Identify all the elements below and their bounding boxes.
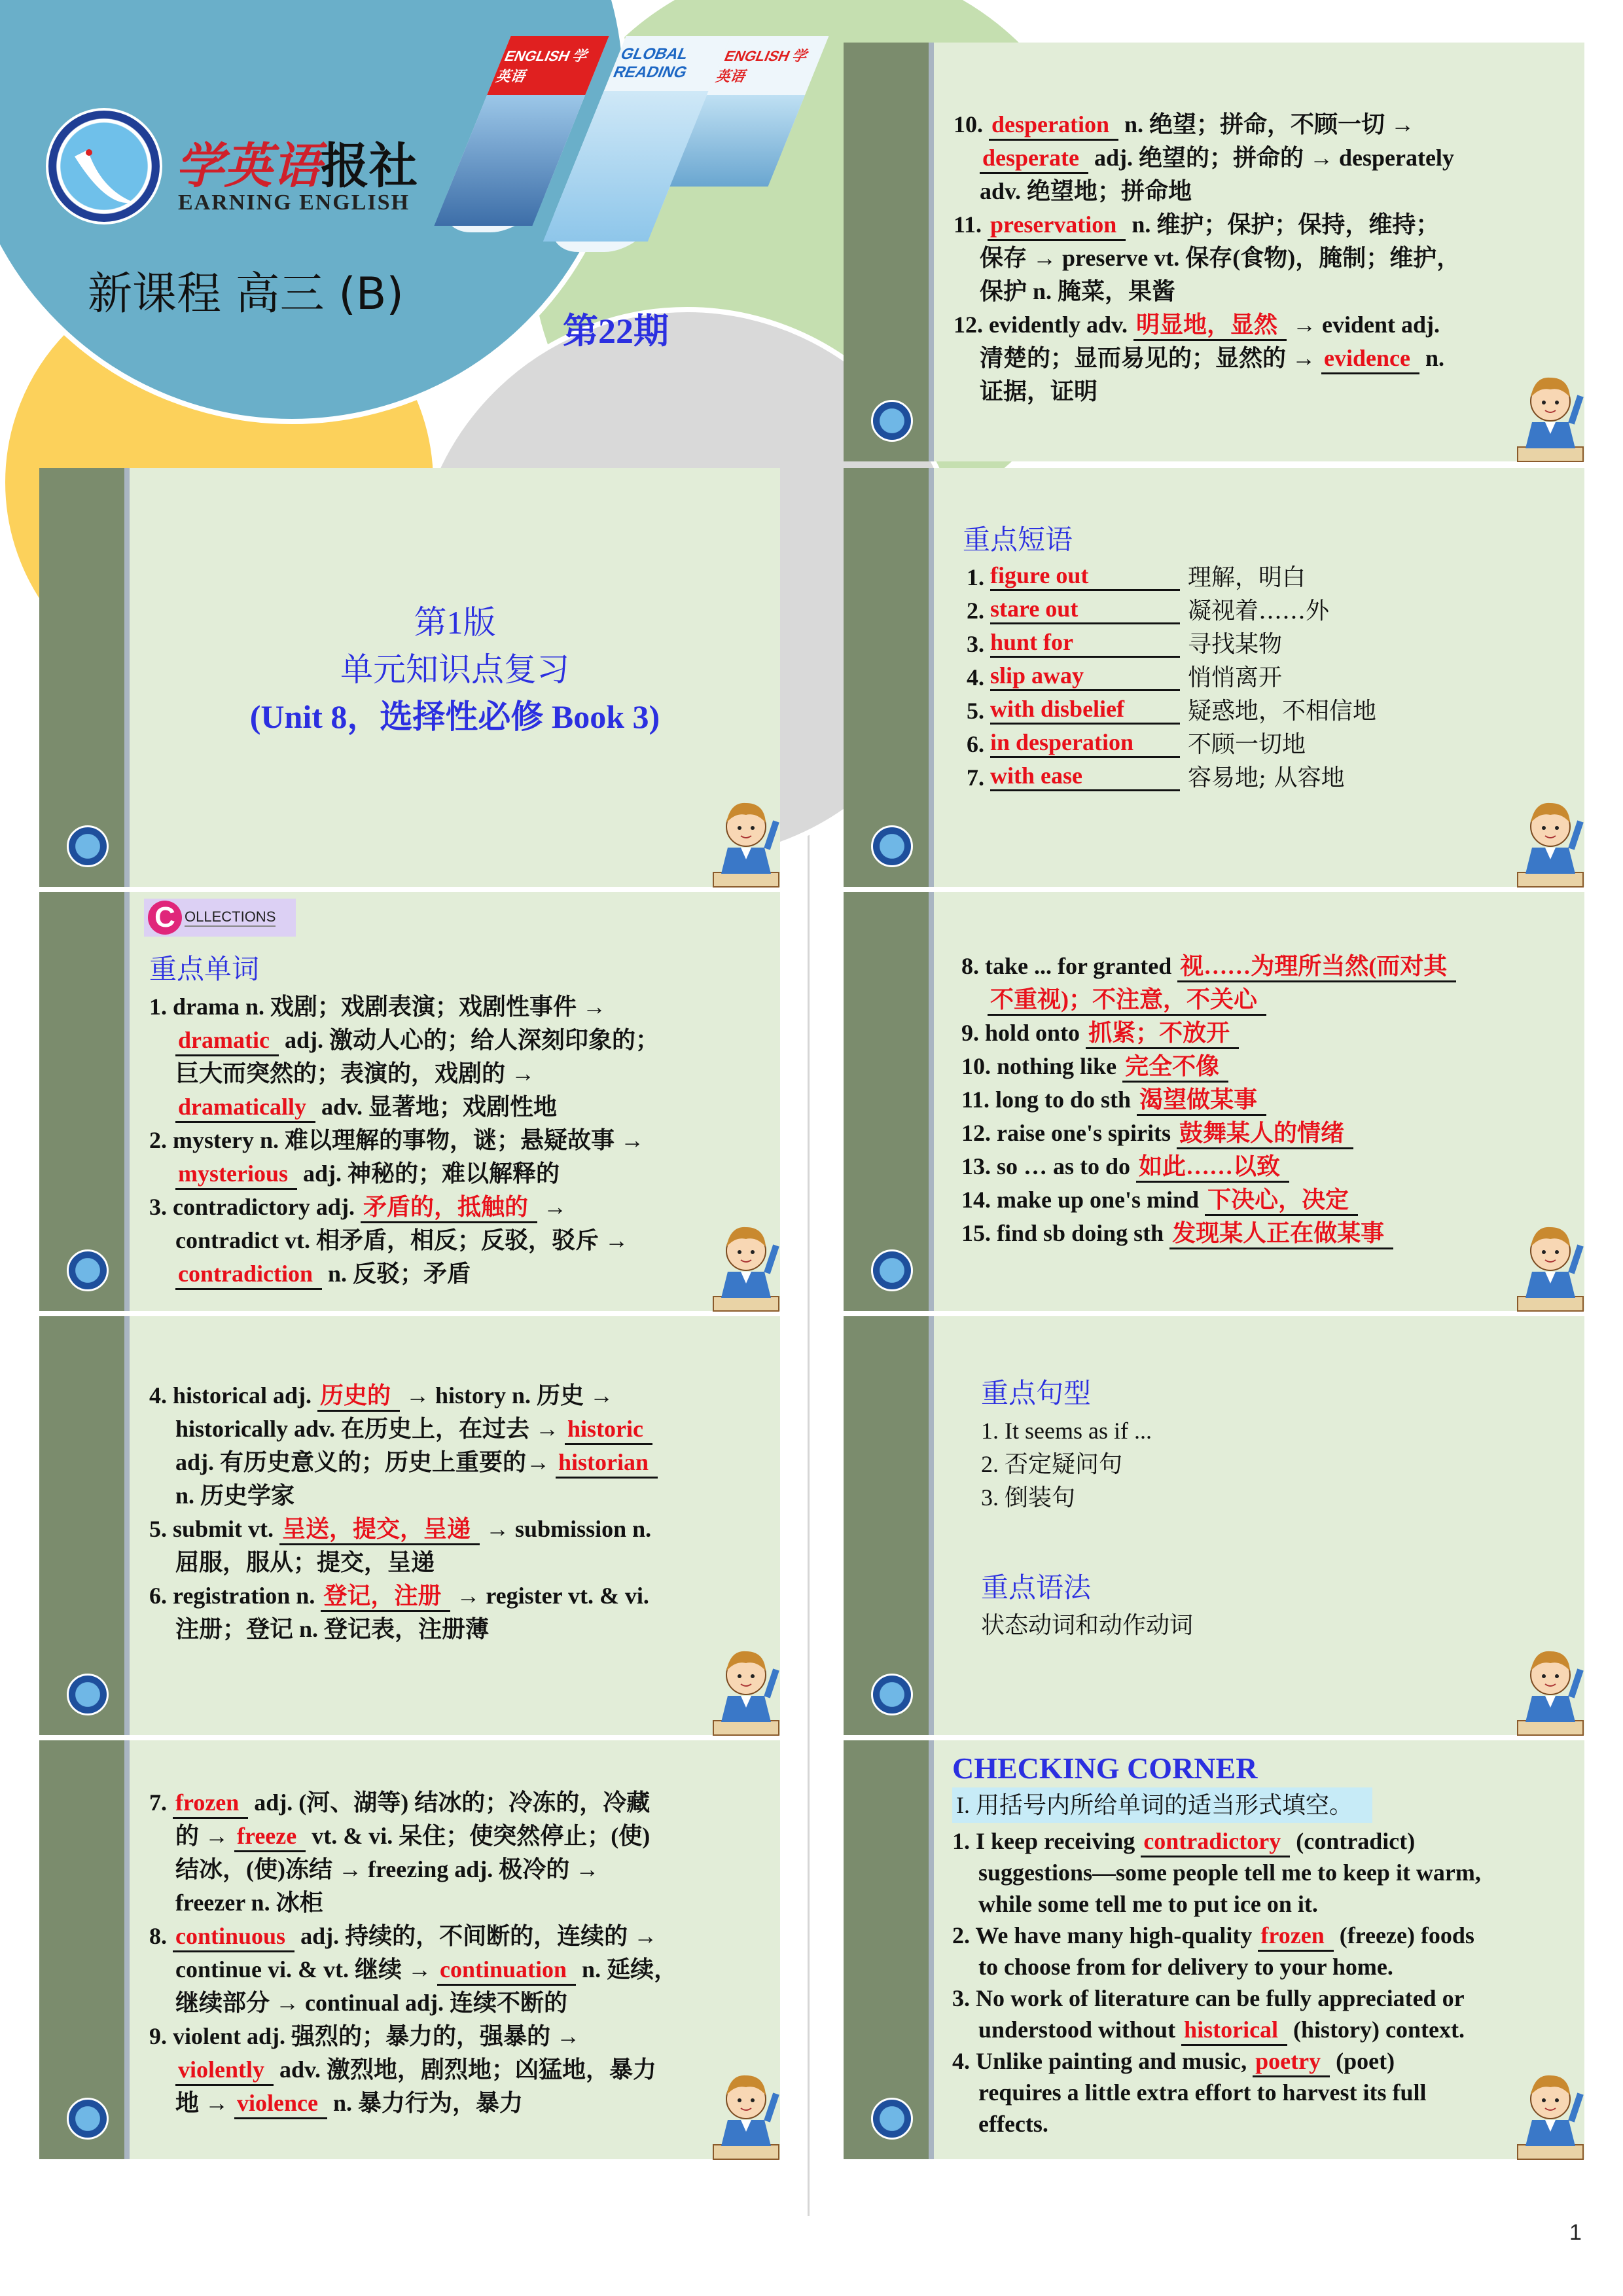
cartoon-boy-icon (1516, 1637, 1584, 1735)
line-text: requires a little extra effort to harvest its full (978, 2079, 1427, 2106)
phrase-answer: figure out (990, 561, 1180, 591)
line-text: 8. (149, 1923, 173, 1949)
line-text: 清楚的；显而易见的；显然的 → (980, 345, 1322, 371)
learning-english-logo-icon (67, 2098, 109, 2140)
line-text: 4. Unlike painting and music, (952, 2048, 1253, 2074)
learning-english-logo-icon (67, 825, 109, 867)
text-line (149, 1513, 767, 1546)
newspaper-masthead: ENGLISH 学英语 (713, 48, 812, 84)
phrase-meaning: 悄悄离开 (1188, 664, 1283, 691)
slide-side-stripe (39, 892, 124, 1311)
answer-blank: freeze (234, 1821, 306, 1852)
text-line (149, 1953, 767, 1986)
text-line (961, 983, 1571, 1016)
line-text: n. 维护；保护；保持，维持； (1126, 211, 1440, 238)
answer-blank: 发现某人正在做某事 (1169, 1219, 1393, 1249)
line-text: 11. long to do sth (961, 1086, 1137, 1113)
text-line (149, 1257, 767, 1291)
text-line (149, 1191, 767, 1224)
text-line (954, 108, 1571, 141)
answer-blank: 呈送，提交，呈递 (279, 1515, 480, 1545)
line-text: 15. find sb doing sth (961, 1220, 1170, 1246)
text-line (952, 2014, 1571, 2045)
phrase-answer: slip away (990, 661, 1180, 691)
sentence-item: 1. It seems as if ... (981, 1418, 1152, 1444)
phrase-meaning: 不顾一切地 (1188, 731, 1306, 758)
section-heading: 单元知识点复习 (340, 651, 569, 688)
slide-side-stripe (929, 43, 934, 461)
line-text: while some tell me to put ice on it. (978, 1891, 1318, 1917)
key-words-slide-2 (39, 1316, 780, 1735)
text-line (961, 1016, 1571, 1050)
cartoon-boy-icon (1516, 1213, 1584, 1311)
text-line (961, 1183, 1571, 1217)
slide-side-stripe (844, 468, 929, 887)
key-words-slide-1 (39, 892, 780, 1311)
line-text: understood without (978, 2017, 1182, 2043)
cartoon-boy-icon (712, 2061, 780, 2159)
answer-blank: 下决心，决定 (1205, 1185, 1358, 1216)
phrase-row (967, 728, 1571, 761)
line-text: 10. (954, 111, 989, 137)
line-text: → history n. 历史 → (400, 1382, 614, 1408)
line-text: 3. contradictory adj. (149, 1194, 361, 1220)
cover-slide (39, 43, 812, 461)
answer-blank: 登记，注册 (321, 1581, 450, 1612)
answer-blank: desperate (980, 143, 1088, 174)
checking-corner-title: CHECKING CORNER (952, 1751, 1258, 1785)
line-text: 10. nothing like (961, 1053, 1123, 1079)
vocab-list (149, 990, 767, 1291)
line-text: adj. 绝望的；拼命的 → desperately (1088, 145, 1454, 171)
line-text: 8. take ... for granted (961, 953, 1178, 979)
line-text: → register vt. & vi. (450, 1583, 649, 1609)
text-line (952, 1825, 1571, 1857)
line-text: freezer n. 冰柜 (175, 1890, 323, 1916)
cartoon-boy-icon (712, 1213, 780, 1311)
line-text: 2. We have many high-quality (952, 1922, 1258, 1948)
answer-blank: historic (565, 1414, 652, 1445)
text-line (149, 990, 767, 1024)
text-line (952, 1982, 1571, 2014)
line-text: 4. historical adj. (149, 1382, 317, 1408)
line-text: → submission n. (480, 1516, 652, 1542)
answer-blank: poetry (1253, 2047, 1330, 2077)
text-line (954, 175, 1571, 208)
text-line (149, 1412, 767, 1446)
phrase-list (961, 950, 1571, 1250)
phrase-number: 2. (967, 598, 984, 624)
text-line (954, 342, 1571, 375)
line-text: continue vi. & vt. 继续 → (175, 1956, 437, 1982)
line-text: 继续部分 → continual adj. 连续不断的 (175, 1990, 568, 2016)
phrase-answer: with disbelief (990, 694, 1180, 725)
phrase-meaning: 凝视着……外 (1188, 598, 1330, 624)
text-line (952, 1888, 1571, 1920)
line-text: 7. (149, 1789, 173, 1816)
phrase-answer: hunt for (990, 628, 1180, 658)
collections-label: OLLECTIONS (185, 908, 276, 927)
text-line (954, 308, 1571, 342)
text-line (961, 1217, 1571, 1250)
phrase-row (967, 761, 1571, 795)
section-title (130, 599, 780, 740)
answer-blank: dramatically (175, 1092, 315, 1123)
line-text: 9. hold onto (961, 1020, 1086, 1046)
line-text: adj. 激动人心的；给人深刻印象的； (278, 1027, 659, 1053)
line-text: 14. make up one's mind (961, 1187, 1205, 1213)
text-line (149, 1886, 767, 1920)
vocab-list (149, 1379, 767, 1646)
publisher-name (175, 128, 418, 197)
line-text: 11. (954, 211, 988, 238)
learning-english-logo-icon (67, 1249, 109, 1291)
text-line (149, 1786, 767, 1820)
line-text: 1. I keep receiving (952, 1828, 1141, 1854)
line-text: vt. & vi. 呆住；使突然停止；(使) (306, 1823, 651, 1849)
text-line (954, 375, 1571, 408)
cartoon-boy-icon (1516, 2061, 1584, 2159)
key-words-heading: 重点单词 (149, 953, 260, 985)
learning-english-logo (46, 108, 162, 224)
answer-blank: frozen (173, 1788, 248, 1819)
line-text: 地 → (175, 2090, 235, 2116)
answer-blank: historian (556, 1448, 658, 1479)
slide-side-stripe (844, 43, 929, 461)
text-line (149, 1613, 767, 1646)
phrase-number: 4. (967, 664, 984, 691)
text-line (149, 2020, 767, 2053)
phrase-answer: with ease (990, 761, 1180, 791)
key-phrases-slide-1 (844, 468, 1584, 887)
grammar-text: 状态动词和动作动词 (981, 1612, 1194, 1638)
phrase-meaning: 疑惑地，不相信地 (1188, 698, 1377, 725)
key-words-slide-4 (844, 43, 1584, 461)
text-line (149, 1479, 767, 1513)
line-text: 12. raise one's spirits (961, 1120, 1177, 1146)
grammar-heading: 重点语法 (981, 1571, 1092, 1604)
line-text: n. 反驳；矛盾 (321, 1261, 471, 1287)
text-line (149, 1090, 767, 1124)
line-text: (history) context. (1287, 2017, 1465, 2043)
issue-number: 第22期 (563, 312, 669, 351)
answer-blank: mysterious (175, 1159, 297, 1190)
answer-blank: 如此……以致 (1136, 1152, 1289, 1183)
line-text: 证据，证明 (980, 378, 1098, 404)
text-line (952, 1951, 1571, 1982)
line-text: 屈服，服从；提交，呈递 (175, 1549, 435, 1575)
answer-blank: historical (1181, 2015, 1287, 2046)
text-line (149, 1820, 767, 1853)
slide-side-stripe (929, 892, 934, 1311)
slide-side-stripe (929, 1316, 934, 1735)
slide-side-stripe (124, 1740, 130, 2159)
answer-blank: violently (175, 2055, 274, 2086)
vocab-list (954, 108, 1571, 408)
learning-english-logo-icon (871, 1674, 913, 1715)
text-line (954, 208, 1571, 242)
text-line (149, 1157, 767, 1191)
newspaper-masthead: ENGLISH 学英语 (487, 36, 609, 95)
slide-side-stripe (844, 892, 929, 1311)
cartoon-boy-icon (712, 789, 780, 887)
phrase-answer: stare out (990, 594, 1180, 624)
text-line (149, 1853, 767, 1886)
text-line (954, 141, 1571, 175)
learning-english-logo-icon (871, 825, 913, 867)
slide-side-stripe (124, 892, 130, 1311)
learning-english-logo-icon (871, 400, 913, 442)
answer-blank: continuous (173, 1922, 294, 1952)
phrase-meaning: 容易地; 从容地 (1188, 764, 1345, 791)
slide-side-stripe (124, 1316, 130, 1735)
line-text: 1. drama n. 戏剧；戏剧表演；戏剧性事件 → (149, 994, 607, 1020)
text-line (961, 1083, 1571, 1117)
phrase-row (967, 594, 1571, 628)
answer-blank: 完全不像 (1122, 1052, 1228, 1083)
text-line (952, 1920, 1571, 1951)
text-line (149, 1986, 767, 2020)
slide-side-stripe (929, 468, 934, 887)
exercise-instruction: I. 用括号内所给单词的适当形式填空。 (952, 1787, 1372, 1823)
slide-side-stripe (929, 1740, 934, 2159)
line-text: adj. 神秘的；难以解释的 (296, 1160, 560, 1187)
line-text: adv. 显著地；戏剧性地 (315, 1094, 558, 1120)
text-line (149, 1920, 767, 1953)
line-text: n. 历史学家 (175, 1482, 295, 1509)
phrase-meaning: 寻找某物 (1188, 631, 1283, 658)
answer-blank: evidence (1321, 344, 1419, 374)
collections-c-icon: C (148, 901, 182, 935)
line-text: 2. mystery n. 难以理解的事物，谜；悬疑故事 → (149, 1127, 644, 1153)
text-line (952, 1857, 1571, 1888)
line-text: (poet) (1330, 2048, 1395, 2074)
cartoon-boy-icon (1516, 789, 1584, 887)
text-line (954, 275, 1571, 308)
line-text: 6. registration n. (149, 1583, 321, 1609)
learning-english-logo-icon (67, 1674, 109, 1715)
text-line (961, 1150, 1571, 1183)
answer-blank: 明显地，显然 (1133, 310, 1287, 341)
line-text: effects. (978, 2111, 1048, 2137)
text-line (961, 1117, 1571, 1150)
answer-blank: 矛盾的，抵触的 (361, 1193, 537, 1223)
publisher-english-name: EARNING ENGLISH (178, 190, 410, 215)
answer-blank: 不重视)；不注意，不关心 (988, 985, 1266, 1016)
line-text: 3. No work of literature can be fully appreciated or (952, 1985, 1465, 2011)
phrase-answer: in desperation (990, 728, 1180, 758)
vocab-list (149, 1786, 767, 2120)
slide-side-stripe (39, 1740, 124, 2159)
line-text: 5. submit vt. (149, 1516, 280, 1542)
line-text: 13. so … as to do (961, 1153, 1137, 1179)
line-text: 保存 → preserve vt. 保存(食物)，腌制；维护， (980, 245, 1461, 271)
text-line (961, 1050, 1571, 1083)
exercise-list (952, 1825, 1571, 2140)
page-number: 1 (1569, 2220, 1582, 2245)
edition-label: 第1版 (414, 604, 496, 641)
answer-blank: violence (234, 2089, 327, 2119)
text-line (149, 1024, 767, 1057)
line-text: (contradict) (1290, 1828, 1416, 1854)
answer-blank: preservation (988, 210, 1126, 241)
phrase-number: 7. (967, 764, 984, 791)
unit-label: (Unit 8，选择性必修 Book 3) (249, 698, 660, 735)
line-text: 的 → (175, 1823, 235, 1849)
line-text: adv. 激烈地，剧烈地；凶猛地，暴力 (274, 2056, 657, 2083)
answer-blank: 视……为理所当然(而对其 (1177, 952, 1456, 982)
text-line (952, 2045, 1571, 2077)
publisher-name-black: 报社 (321, 138, 418, 194)
answer-blank: contradiction (175, 1259, 322, 1290)
line-text: → evident adj. (1287, 312, 1440, 338)
answer-blank: continuation (437, 1955, 576, 1986)
sentence-patterns-heading: 重点句型 (981, 1377, 1092, 1409)
text-line (952, 2077, 1571, 2108)
line-text: 9. violent adj. 强烈的；暴力的，强暴的 → (149, 2023, 580, 2049)
text-line (149, 1224, 767, 1257)
slide-side-stripe (124, 468, 130, 887)
answer-blank: 渴望做某事 (1137, 1085, 1266, 1116)
phrase-number: 5. (967, 698, 984, 724)
line-text: adj. (河、湖等) 结冰的；冷冻的，冷藏 (248, 1789, 651, 1816)
slide-side-stripe (39, 468, 124, 887)
line-text: contradict vt. 相矛盾，相反；反驳，驳斥 → (175, 1227, 628, 1253)
phrase-number: 6. (967, 731, 984, 757)
section-title-slide (39, 468, 780, 887)
slide-side-stripe (39, 1316, 124, 1735)
line-text: to choose from for delivery to your home. (978, 1954, 1393, 1980)
answer-blank: desperation (989, 110, 1118, 141)
text-line (149, 2053, 767, 2087)
line-text: n. 延续， (576, 1956, 678, 1982)
checking-corner-slide (844, 1740, 1584, 2159)
line-text: historically adv. 在历史上，在过去 → (175, 1416, 565, 1442)
sentence-grammar-slide (844, 1316, 1584, 1735)
phrase-row (967, 661, 1571, 694)
line-text: suggestions—some people tell me to keep it warm, (978, 1859, 1481, 1886)
line-text: adv. 绝望地；拼命地 (980, 178, 1192, 204)
line-text: 12. evidently adv. (954, 312, 1134, 338)
key-phrases-slide-2 (844, 892, 1584, 1311)
answer-blank: 抓紧；不放开 (1086, 1018, 1239, 1049)
learning-english-logo-icon (871, 1249, 913, 1291)
key-words-slide-3 (39, 1740, 780, 2159)
cover-title: 新课程 高三 (B) (88, 268, 404, 320)
line-text: n. 暴力行为，暴力 (327, 2090, 524, 2116)
answer-blank: frozen (1258, 1921, 1333, 1952)
text-line (149, 1546, 767, 1579)
cartoon-boy-icon (1516, 363, 1584, 461)
text-line (149, 1579, 767, 1613)
key-phrases-heading: 重点短语 (963, 524, 1073, 556)
answer-blank: 鼓舞某人的情绪 (1177, 1119, 1353, 1149)
line-text: 结冰，(使)冻结 → freezing adj. 极冷的 → (175, 1856, 599, 1882)
line-text: n. 绝望；拼命，不顾一切 → (1118, 111, 1415, 137)
line-text: 注册；登记 n. 登记表，注册薄 (175, 1616, 490, 1642)
line-text: adj. 持续的，不间断的，连续的 → (294, 1923, 658, 1949)
phrase-number: 1. (967, 564, 984, 590)
phrase-meaning: 理解，明白 (1188, 564, 1306, 591)
text-line (149, 1124, 767, 1157)
newspaper-masthead: GLOBAL READING (610, 45, 691, 81)
answer-blank: dramatic (175, 1026, 279, 1056)
publisher-name-red: 学英语 (175, 138, 321, 194)
text-line (961, 950, 1571, 983)
phrase-list (967, 561, 1571, 795)
text-line (952, 2108, 1571, 2140)
text-line (954, 242, 1571, 275)
text-line (149, 1446, 767, 1479)
sentence-item: 3. 倒装句 (981, 1484, 1076, 1511)
text-line (149, 1057, 767, 1090)
text-line (149, 2087, 767, 2120)
line-text: n. (1419, 345, 1445, 371)
line-text: adj. 有历史意义的；历史上重要的→ (175, 1449, 556, 1475)
sentence-item: 2. 否定疑问句 (981, 1451, 1123, 1477)
collections-badge (144, 899, 296, 937)
phrase-row (967, 694, 1571, 728)
line-text: (freeze) foods (1333, 1922, 1474, 1948)
answer-blank: 历史的 (317, 1381, 400, 1412)
learning-english-logo-icon (871, 2098, 913, 2140)
cartoon-boy-icon (712, 1637, 780, 1735)
line-text: 巨大而突然的；表演的，戏剧的 → (175, 1060, 535, 1086)
phrase-row (967, 561, 1571, 594)
line-text: → (537, 1194, 567, 1220)
line-text: 保护 n. 腌菜，果酱 (980, 278, 1176, 304)
answer-blank: contradictory (1141, 1827, 1290, 1857)
phrase-number: 3. (967, 631, 984, 657)
slide-side-stripe (844, 1740, 929, 2159)
slide-side-stripe (844, 1316, 929, 1735)
text-line (149, 1379, 767, 1412)
phrase-row (967, 628, 1571, 661)
